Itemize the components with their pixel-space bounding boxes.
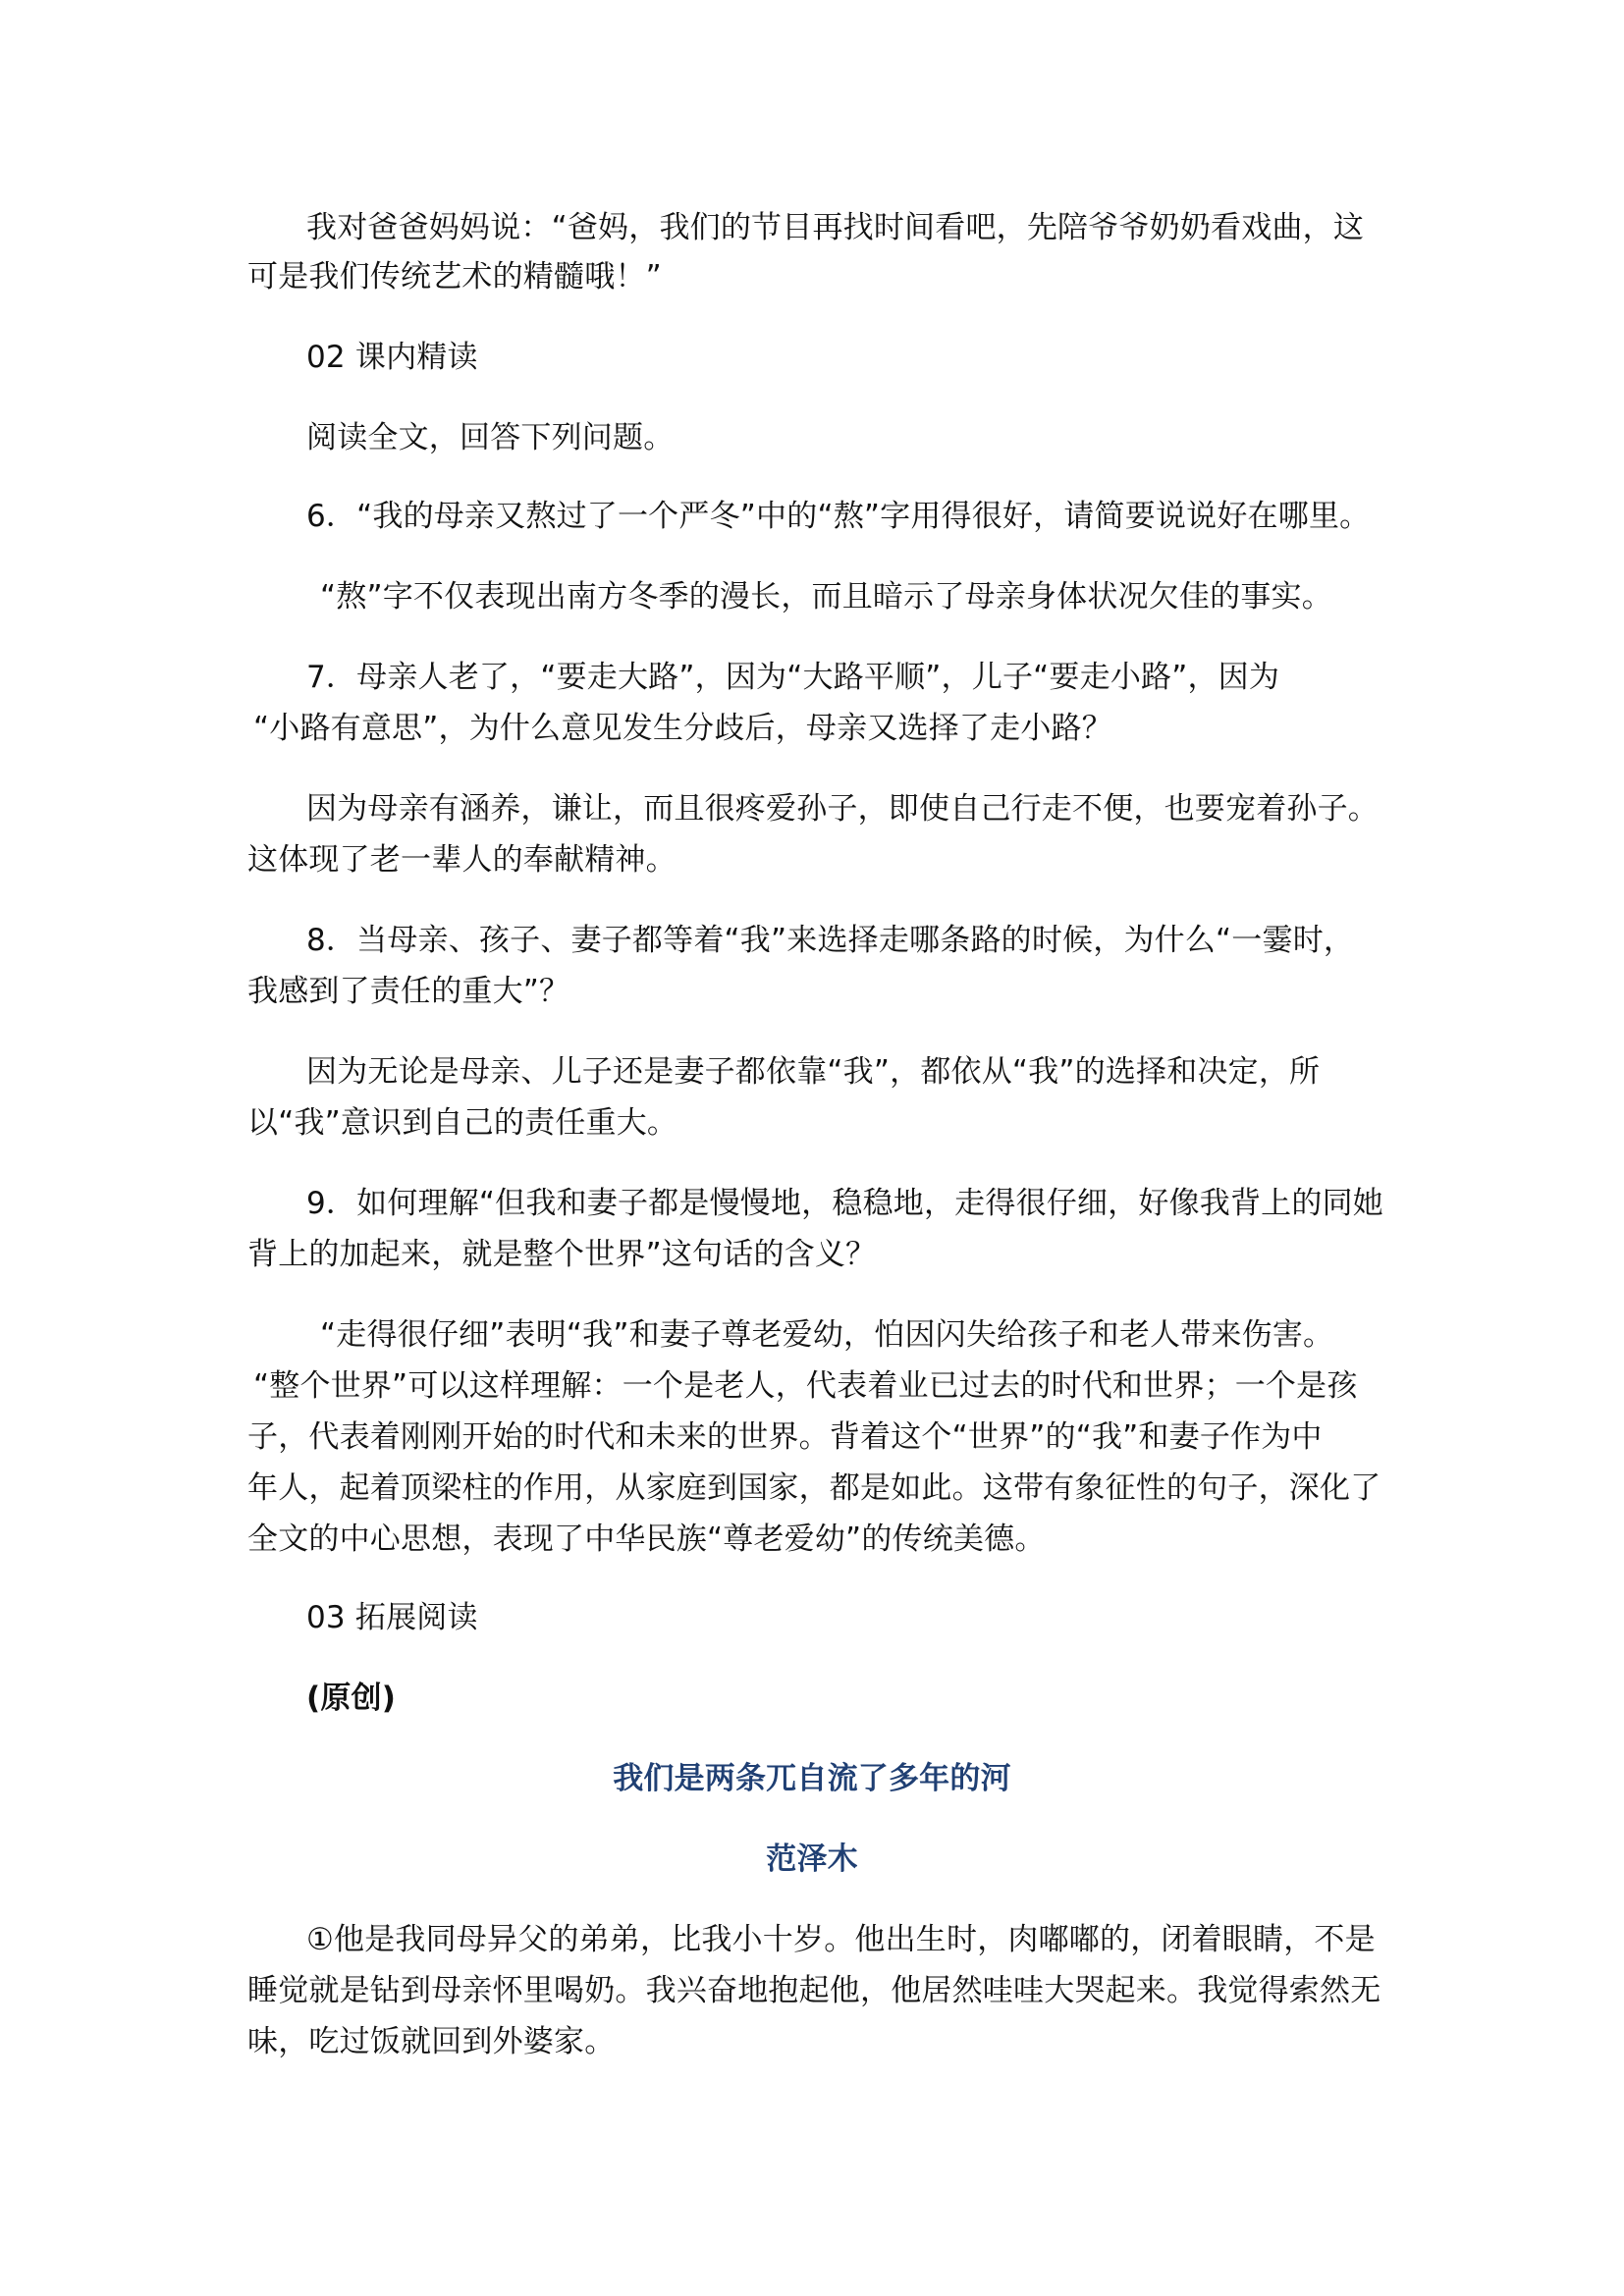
question-9-line-1: 9．如何理解“但我和妻子都是慢慢地，稳稳地，走得很仔细，好像我背上的同她 bbox=[306, 1186, 1383, 1221]
article-paragraph-1-line-3: 味，吃过饭就回到外婆家。 bbox=[247, 2024, 616, 2059]
paragraph-line: 可是我们传统艺术的精髓哦！” bbox=[247, 259, 662, 294]
answer-8-line-1: 因为无论是母亲、儿子还是妻子都依靠“我”，都依从“我”的选择和决定，所 bbox=[306, 1054, 1321, 1090]
instruction-text: 阅读全文，回答下列问题。 bbox=[306, 420, 675, 455]
paragraph-line: 我对爸爸妈妈说：“爸妈，我们的节目再找时间看吧，先陪爷爷奶奶看戏曲，这 bbox=[306, 210, 1365, 245]
section-heading-02: 02 课内精读 bbox=[306, 340, 478, 375]
section-heading-03: 03 拓展阅读 bbox=[306, 1600, 478, 1635]
question-9-line-2: 背上的加起来，就是整个世界”这句话的含义？ bbox=[247, 1237, 877, 1272]
answer-9-line-2: “整个世界”可以这样理解：一个是老人，代表着业已过去的时代和世界；一个是孩 bbox=[253, 1368, 1358, 1404]
question-8-line-2: 我感到了责任的重大”？ bbox=[247, 974, 570, 1009]
question-7-line-1: 7．母亲人老了，“要走大路”，因为“大路平顺”，儿子“要走小路”，因为 bbox=[306, 660, 1280, 695]
answer-7-line-2: 这体现了老一辈人的奉献精神。 bbox=[247, 842, 677, 878]
answer-7-line-1: 因为母亲有涵养，谦让，而且很疼爱孙子，即使自己行走不便，也要宠着孙子。 bbox=[306, 791, 1379, 827]
article-paragraph-1-line-1: ①他是我同母异父的弟弟，比我小十岁。他出生时，肉嘟嘟的，闭着眼睛，不是 bbox=[306, 1922, 1376, 1957]
article-title: 我们是两条兀自流了多年的河 bbox=[613, 1761, 1011, 1796]
article-paragraph-1-line-2: 睡觉就是钻到母亲怀里喝奶。我兴奋地抱起他，他居然哇哇大哭起来。我觉得索然无 bbox=[247, 1973, 1381, 2008]
question-8-line-1: 8．当母亲、孩子、妻子都等着“我”来选择走哪条路的时候，为什么“一霎时， bbox=[306, 923, 1355, 958]
question-7-line-2: “小路有意思”，为什么意见发生分歧后，母亲又选择了走小路？ bbox=[253, 711, 1112, 746]
answer-9-line-5: 全文的中心思想，表现了中华民族“尊老爱幼”的传统美德。 bbox=[247, 1522, 1046, 1557]
answer-9-line-1: “走得很仔细”表明“我”和妻子尊老爱幼，怕因闪失给孩子和老人带来伤害。 bbox=[320, 1317, 1334, 1353]
question-6: 6．“我的母亲又熬过了一个严冬”中的“熬”字用得很好，请简要说说好在哪里。 bbox=[306, 499, 1371, 534]
answer-6: “熬”字不仅表现出南方冬季的漫长，而且暗示了母亲身体状况欠佳的事实。 bbox=[320, 579, 1332, 614]
answer-9-line-3: 子，代表着刚刚开始的时代和未来的世界。背着这个“世界”的“我”和妻子作为中 bbox=[247, 1419, 1323, 1455]
answer-8-line-2: 以“我”意识到自己的责任重大。 bbox=[247, 1105, 678, 1141]
article-author: 范泽木 bbox=[766, 1842, 858, 1877]
answer-9-line-4: 年人，起着顶梁柱的作用，从家庭到国家，都是如此。这带有象征性的句子，深化了 bbox=[247, 1470, 1381, 1506]
original-tag: (原创) bbox=[306, 1681, 397, 1716]
